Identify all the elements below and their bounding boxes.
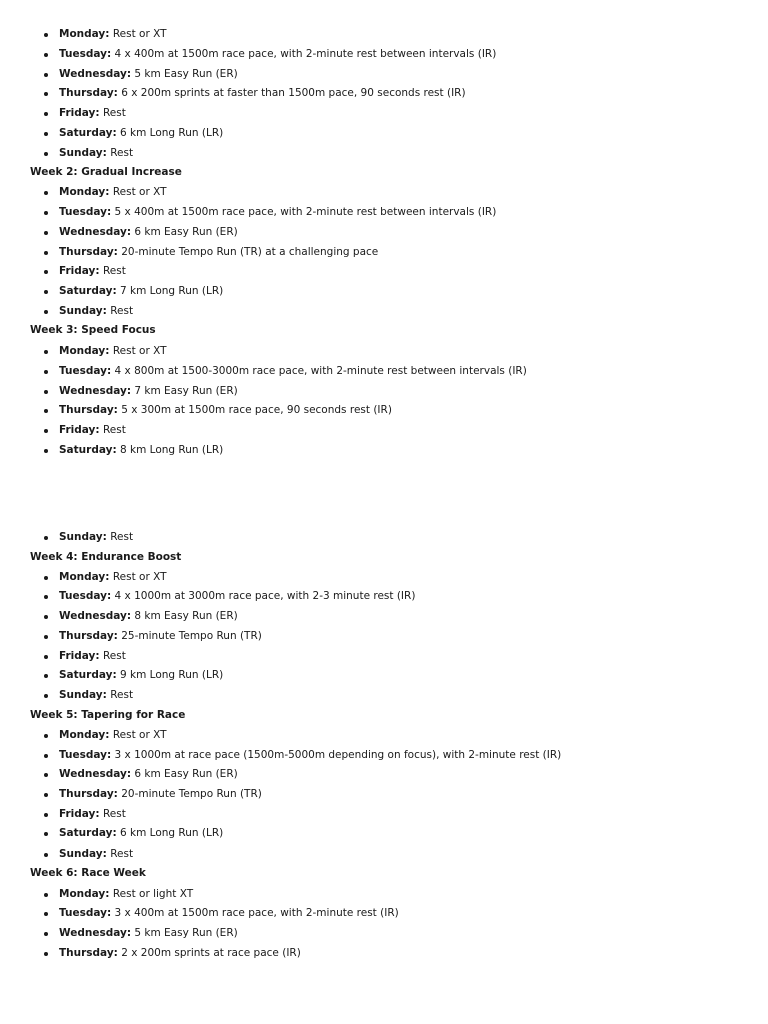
workout-text: 6 km Easy Run (ER) xyxy=(134,226,238,238)
day-label: Thursday: xyxy=(59,246,118,258)
list-item xyxy=(59,27,167,41)
workout-text: 5 km Easy Run (ER) xyxy=(134,927,238,939)
list-item xyxy=(59,443,223,457)
list-item xyxy=(59,688,133,702)
list-item xyxy=(59,767,238,781)
day-label: Saturday: xyxy=(59,444,117,456)
workout-text: Rest xyxy=(102,808,126,820)
day-label: Wednesday: xyxy=(59,226,132,238)
workout-text: Rest xyxy=(102,424,126,436)
list-item xyxy=(59,570,167,584)
week-heading: Week 3: Speed Focus xyxy=(30,324,156,336)
day-label: Thursday: xyxy=(59,630,118,642)
list-item xyxy=(59,946,301,960)
workout-text: 4 x 1000m at 3000m race pace, with 2-3 minute rest (IR) xyxy=(114,590,416,602)
day-label: Monday: xyxy=(59,345,110,357)
day-label: Wednesday: xyxy=(59,927,132,939)
workout-text: 20-minute Tempo Run (TR) at a challenging pace xyxy=(121,246,379,258)
week-heading: Week 2: Gradual Increase xyxy=(30,166,182,178)
workout-text: 25-minute Tempo Run (TR) xyxy=(121,630,262,642)
workout-text: Rest xyxy=(110,147,134,159)
list-item xyxy=(59,668,223,682)
workout-text: Rest or XT xyxy=(112,28,167,40)
list-item xyxy=(59,185,167,199)
day-label: Thursday: xyxy=(59,404,118,416)
day-label: Sunday: xyxy=(59,147,107,159)
day-label: Saturday: xyxy=(59,669,117,681)
workout-text: 3 x 1000m at race pace (1500m-5000m depending on focus), with 2-minute rest (IR) xyxy=(114,749,562,761)
workout-text: 7 km Long Run (LR) xyxy=(120,285,224,297)
workout-text: 5 x 400m at 1500m race pace, with 2-minute rest between intervals (IR) xyxy=(114,206,497,218)
workout-text: 6 km Long Run (LR) xyxy=(120,127,224,139)
day-label: Wednesday: xyxy=(59,68,132,80)
day-label: Friday: xyxy=(59,650,100,662)
list-item xyxy=(59,807,126,821)
list-item xyxy=(59,787,262,801)
workout-text: 6 x 200m sprints at faster than 1500m pace, 90 seconds rest (IR) xyxy=(121,87,466,99)
list-item xyxy=(59,906,399,920)
day-label: Friday: xyxy=(59,808,100,820)
day-label: Tuesday: xyxy=(59,206,112,218)
list-item xyxy=(59,887,193,901)
workout-text: 3 x 400m at 1500m race pace, with 2-minute rest (IR) xyxy=(114,907,399,919)
list-item xyxy=(59,245,378,259)
workout-text: 7 km Easy Run (ER) xyxy=(134,385,238,397)
workout-text: Rest xyxy=(110,848,134,860)
workout-text: 8 km Long Run (LR) xyxy=(120,444,224,456)
day-label: Wednesday: xyxy=(59,610,132,622)
day-label: Tuesday: xyxy=(59,907,112,919)
workout-text: 8 km Easy Run (ER) xyxy=(134,610,238,622)
list-item xyxy=(59,284,223,298)
list-item xyxy=(59,609,238,623)
week-heading: Week 6: Race Week xyxy=(30,867,146,879)
day-label: Saturday: xyxy=(59,285,117,297)
day-label: Wednesday: xyxy=(59,385,132,397)
list-item xyxy=(59,225,238,239)
list-item xyxy=(59,86,466,100)
workout-text: Rest or XT xyxy=(112,571,167,583)
workout-text: Rest xyxy=(102,650,126,662)
list-item xyxy=(59,126,223,140)
day-label: Thursday: xyxy=(59,947,118,959)
workout-text: 5 x 300m at 1500m race pace, 90 seconds rest (IR) xyxy=(121,404,392,416)
day-label: Sunday: xyxy=(59,689,107,701)
workout-text: Rest or XT xyxy=(112,729,167,741)
workout-text: 9 km Long Run (LR) xyxy=(120,669,224,681)
list-item xyxy=(59,403,392,417)
list-item xyxy=(59,629,262,643)
day-label: Saturday: xyxy=(59,127,117,139)
list-item xyxy=(59,847,133,861)
workout-text: 6 km Easy Run (ER) xyxy=(134,768,238,780)
list-item xyxy=(59,826,223,840)
list-item xyxy=(59,205,496,219)
workout-text: Rest xyxy=(110,305,134,317)
list-item xyxy=(59,748,561,762)
list-item xyxy=(59,364,527,378)
workout-text: 6 km Long Run (LR) xyxy=(120,827,224,839)
workout-text: Rest xyxy=(102,265,126,277)
list-item xyxy=(59,146,133,160)
week-heading: Week 5: Tapering for Race xyxy=(30,709,186,721)
day-label: Sunday: xyxy=(59,531,107,543)
workout-text: 2 x 200m sprints at race pace (IR) xyxy=(121,947,301,959)
day-label: Monday: xyxy=(59,888,110,900)
list-item xyxy=(59,67,238,81)
list-item xyxy=(59,728,167,742)
workout-text: 20-minute Tempo Run (TR) xyxy=(121,788,262,800)
list-item xyxy=(59,344,167,358)
workout-text: Rest or light XT xyxy=(112,888,194,900)
day-label: Friday: xyxy=(59,107,100,119)
workout-text: 4 x 400m at 1500m race pace, with 2-minute rest between intervals (IR) xyxy=(114,48,497,60)
day-label: Thursday: xyxy=(59,87,118,99)
day-label: Tuesday: xyxy=(59,749,112,761)
list-item xyxy=(59,926,238,940)
week-heading: Week 4: Endurance Boost xyxy=(30,551,182,563)
list-item xyxy=(59,264,126,278)
day-label: Tuesday: xyxy=(59,590,112,602)
day-label: Saturday: xyxy=(59,827,117,839)
workout-text: 5 km Easy Run (ER) xyxy=(134,68,238,80)
day-label: Friday: xyxy=(59,424,100,436)
workout-text: Rest or XT xyxy=(112,186,167,198)
day-label: Tuesday: xyxy=(59,48,112,60)
list-item xyxy=(59,47,496,61)
day-label: Monday: xyxy=(59,28,110,40)
day-label: Monday: xyxy=(59,729,110,741)
list-item xyxy=(59,649,126,663)
list-item xyxy=(59,589,415,603)
day-label: Tuesday: xyxy=(59,365,112,377)
workout-text: 4 x 800m at 1500-3000m race pace, with 2-minute rest between intervals (IR) xyxy=(114,365,527,377)
day-label: Sunday: xyxy=(59,848,107,860)
list-item xyxy=(59,304,133,318)
day-label: Wednesday: xyxy=(59,768,132,780)
day-label: Friday: xyxy=(59,265,100,277)
list-item xyxy=(59,106,126,120)
list-item xyxy=(59,423,126,437)
day-label: Monday: xyxy=(59,571,110,583)
workout-text: Rest xyxy=(110,531,134,543)
workout-text: Rest or XT xyxy=(112,345,167,357)
workout-text: Rest xyxy=(110,689,134,701)
workout-text: Rest xyxy=(102,107,126,119)
day-label: Thursday: xyxy=(59,788,118,800)
list-item xyxy=(59,384,238,398)
day-label: Monday: xyxy=(59,186,110,198)
day-label: Sunday: xyxy=(59,305,107,317)
list-item xyxy=(59,530,133,544)
